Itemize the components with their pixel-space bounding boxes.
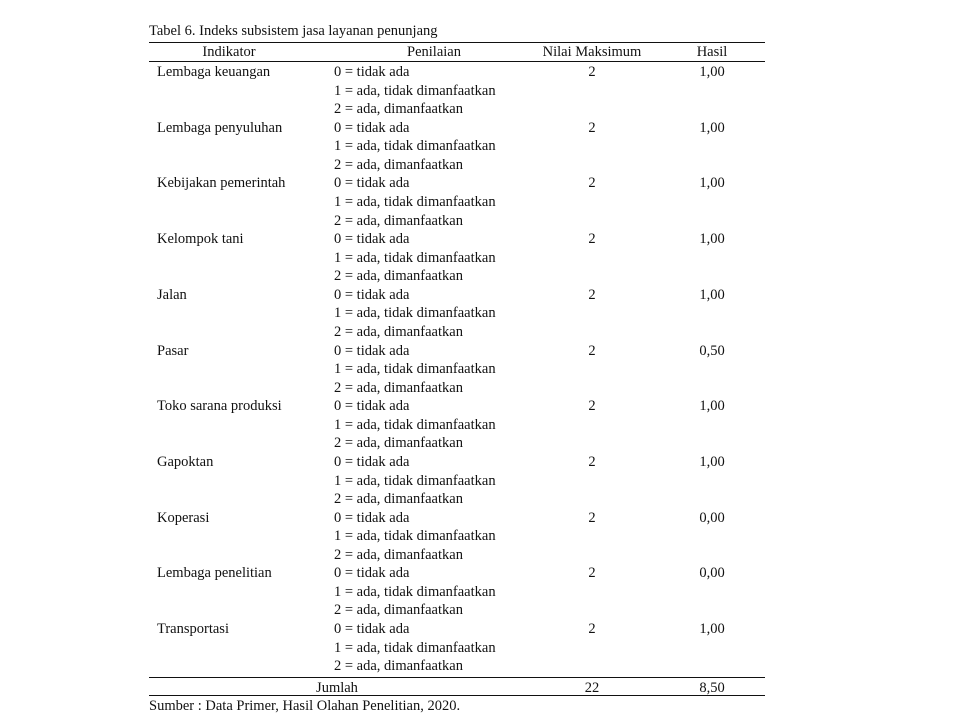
row-indikator: Jalan [157,286,187,303]
row-indikator: Gapoktan [157,453,214,470]
row-penilaian-line: 2 = ada, dimanfaatkan [334,435,463,452]
row-penilaian-line: 1 = ada, tidak dimanfaatkan [334,82,496,99]
row-hasil: 1,00 [699,453,725,470]
row-indikator: Kelompok tani [157,231,244,248]
total-hasil: 8,50 [699,680,725,696]
header-bottom-rule [149,61,765,62]
row-hasil: 0,00 [699,565,725,582]
row-penilaian-line: 1 = ada, tidak dimanfaatkan [334,249,496,266]
row-nilai-maksimum: 2 [588,398,596,415]
row-penilaian-line: 1 = ada, tidak dimanfaatkan [334,138,496,155]
row-hasil: 1,00 [699,119,725,136]
row-hasil: 1,00 [699,231,725,248]
total-top-rule [149,677,765,678]
row-penilaian-line: 1 = ada, tidak dimanfaatkan [334,583,496,600]
row-penilaian-line: 0 = tidak ada [334,565,410,582]
total-nilai-maksimum: 22 [584,680,600,696]
header-hasil: Hasil [696,44,728,60]
row-hasil: 1,00 [699,286,725,303]
row-penilaian-line: 0 = tidak ada [334,509,410,526]
header-indikator: Indikator [202,44,256,60]
row-penilaian-line: 0 = tidak ada [334,286,410,303]
row-penilaian-line: 0 = tidak ada [334,119,410,136]
row-penilaian-line: 2 = ada, dimanfaatkan [334,491,463,507]
row-penilaian-line: 2 = ada, dimanfaatkan [334,212,463,229]
row-nilai-maksimum: 2 [588,231,596,248]
row-penilaian-line: 0 = tidak ada [334,398,410,415]
row-penilaian-line: 1 = ada, tidak dimanfaatkan [334,472,496,489]
row-penilaian-line: 2 = ada, dimanfaatkan [334,101,463,118]
row-indikator: Koperasi [157,509,210,526]
row-penilaian-line: 0 = tidak ada [334,621,410,637]
row-penilaian-line: 2 = ada, dimanfaatkan [334,546,463,563]
row-penilaian-line: 1 = ada, tidak dimanfaatkan [334,528,496,545]
row-nilai-maksimum: 2 [588,175,596,192]
total-label: Jumlah [316,680,358,696]
row-hasil: 1,00 [699,398,725,415]
row-indikator: Lembaga penelitian [157,565,272,582]
row-penilaian-line: 0 = tidak ada [334,342,410,359]
row-indikator: Lembaga keuangan [157,64,271,80]
header-nilai-maksimum: Nilai Maksimum [542,44,642,60]
source-note: Sumber : Data Primer, Hasil Olahan Penelitian, 2020. [149,698,461,714]
row-nilai-maksimum: 2 [588,286,596,303]
row-penilaian-line: 2 = ada, dimanfaatkan [334,602,463,619]
row-hasil: 1,00 [699,621,725,637]
row-hasil: 1,00 [699,64,725,80]
row-penilaian-line: 1 = ada, tidak dimanfaatkan [334,305,496,322]
row-nilai-maksimum: 2 [588,453,596,470]
row-penilaian-line: 1 = ada, tidak dimanfaatkan [334,194,496,210]
row-penilaian-line: 2 = ada, dimanfaatkan [334,379,463,396]
row-penilaian-line: 0 = tidak ada [334,175,410,192]
row-indikator: Pasar [157,342,189,359]
row-penilaian-line: 0 = tidak ada [334,231,410,248]
row-penilaian-line: 1 = ada, tidak dimanfaatkan [334,361,496,378]
row-hasil: 0,50 [699,342,725,359]
table-bottom-rule [149,695,765,696]
row-nilai-maksimum: 2 [588,509,596,526]
row-nilai-maksimum: 2 [588,119,596,136]
row-penilaian-line: 1 = ada, tidak dimanfaatkan [334,639,496,656]
table-caption: Tabel 6. Indeks subsistem jasa layanan penunjang [149,23,438,39]
header-penilaian: Penilaian [407,44,461,60]
row-penilaian-line: 1 = ada, tidak dimanfaatkan [334,416,496,433]
row-hasil: 0,00 [699,509,725,526]
row-indikator: Toko sarana produksi [157,398,282,415]
row-indikator: Transportasi [157,621,229,637]
row-nilai-maksimum: 2 [588,64,596,80]
row-penilaian-line: 0 = tidak ada [334,453,410,470]
row-nilai-maksimum: 2 [588,621,596,637]
row-indikator: Lembaga penyuluhan [157,119,283,136]
row-nilai-maksimum: 2 [588,342,596,359]
row-penilaian-line: 2 = ada, dimanfaatkan [334,156,463,173]
row-penilaian-line: 2 = ada, dimanfaatkan [334,268,463,285]
row-penilaian-line: 2 = ada, dimanfaatkan [334,658,463,675]
row-hasil: 1,00 [699,175,725,192]
row-penilaian-line: 0 = tidak ada [334,64,410,80]
row-nilai-maksimum: 2 [588,565,596,582]
row-indikator: Kebijakan pemerintah [157,175,286,192]
row-penilaian-line: 2 = ada, dimanfaatkan [334,323,463,340]
